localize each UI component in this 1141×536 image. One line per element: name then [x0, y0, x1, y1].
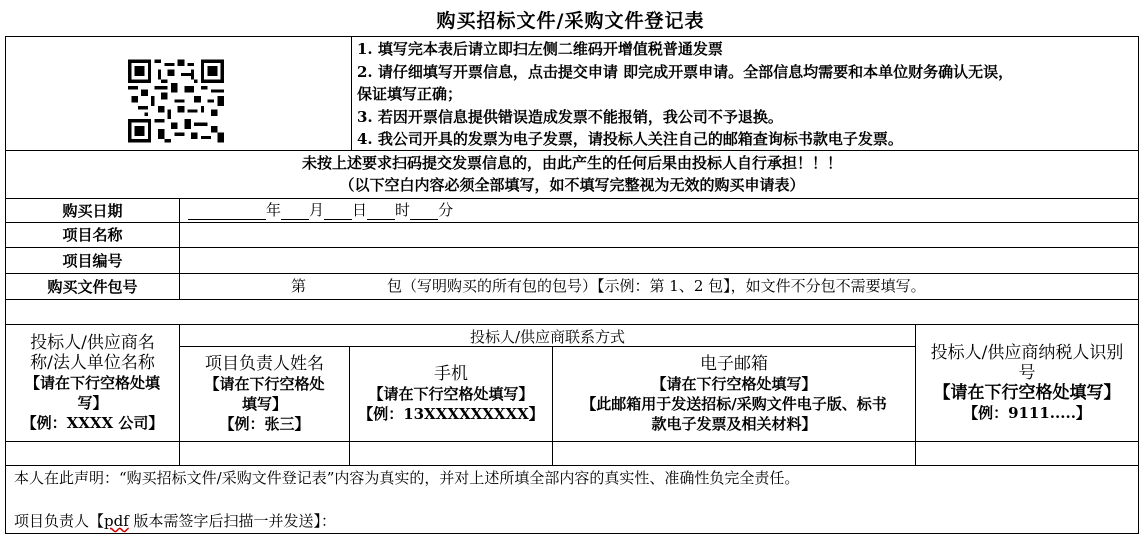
day-unit: 日	[352, 201, 368, 219]
project-name-field[interactable]	[180, 223, 1138, 247]
tax-id-input[interactable]	[916, 442, 1138, 465]
warning-text: 未按上述要求扫码提交发票信息的，由此产生的任何后果由投标人自行承担！！！	[301, 154, 842, 172]
hour-unit: 时	[395, 201, 411, 219]
note-1: 1. 填写完本表后请立即扫左侧二维码开增值税普通发票	[357, 40, 723, 58]
signature-line: 项目负责人【pdf 版本需签字后扫描一并发送】：	[14, 512, 337, 530]
package-number-label: 购买文件包号	[47, 277, 138, 296]
purchase-date-label: 购买日期	[62, 201, 123, 220]
blank-row	[6, 300, 1138, 324]
package-instruction: 包（写明购买的所有包的包号）【示例：第 1、2 包】，如文件不分包不需要填写。	[387, 277, 926, 295]
note-4: 4. 我公司开具的发票为电子发票，请投标人关注自己的邮箱查询标书款电子发票。	[357, 130, 903, 148]
mobile-input[interactable]	[350, 442, 552, 465]
project-name-label: 项目名称	[62, 226, 123, 244]
manager-name-input[interactable]	[180, 442, 349, 465]
project-number-field[interactable]	[180, 248, 1138, 273]
purchase-date-field[interactable]	[188, 200, 453, 220]
email-header: 电子邮箱 【请在下行空格处填写】 【此邮箱用于发送招标/采购文件电子版、标书 款电子发票及相关材料】	[581, 354, 887, 433]
registration-form	[5, 36, 1139, 534]
bidder-name-input[interactable]	[6, 442, 179, 465]
tax-id-header: 投标人/供应商纳税人识别 号 【请在下行空格处填写】 【例：9111.....】	[930, 343, 1124, 422]
project-number-label: 项目编号	[62, 251, 123, 270]
note-2-cont: 保证填写正确；	[357, 85, 463, 103]
qr-code-icon	[128, 59, 224, 143]
mobile-header: 手机 【请在下行空格处填写】 【例：13XXXXXXXXX】	[358, 364, 544, 423]
minute-unit: 分	[438, 201, 454, 219]
bidder-name-header: 投标人/供应商名 称/法人单位名称 【请在下行空格处填 写】 【例：XXXX 公司】	[21, 333, 164, 432]
package-prefix: 第	[291, 277, 307, 295]
email-input[interactable]	[553, 442, 915, 465]
declaration-text: 本人在此声明：“购买招标文件/采购文件登记表”内容为真实的，并对上述所填全部内容的真实性、准确性负完全责任。	[14, 469, 800, 487]
year-unit: 年	[266, 201, 282, 219]
form-title: 购买招标文件/采购文件登记表	[436, 10, 705, 32]
note-3: 3. 若因开票信息提供错误造成发票不能报销，我公司不予退换。	[357, 108, 783, 126]
contact-header: 投标人/供应商联系方式	[469, 328, 626, 346]
month-unit: 月	[309, 201, 325, 219]
manager-name-header: 项目负责人姓名 【请在下行空格处 填写】 【例：张三】	[204, 354, 325, 433]
fill-instruction: （以下空白内容必须全部填写，如不填写完整视为无效的购买申请表）	[339, 176, 805, 194]
note-2: 2. 请仔细填写开票信息，点击提交申请 即完成开票申请。全部信息均需要和本单位财务确认无误，	[357, 63, 1014, 81]
